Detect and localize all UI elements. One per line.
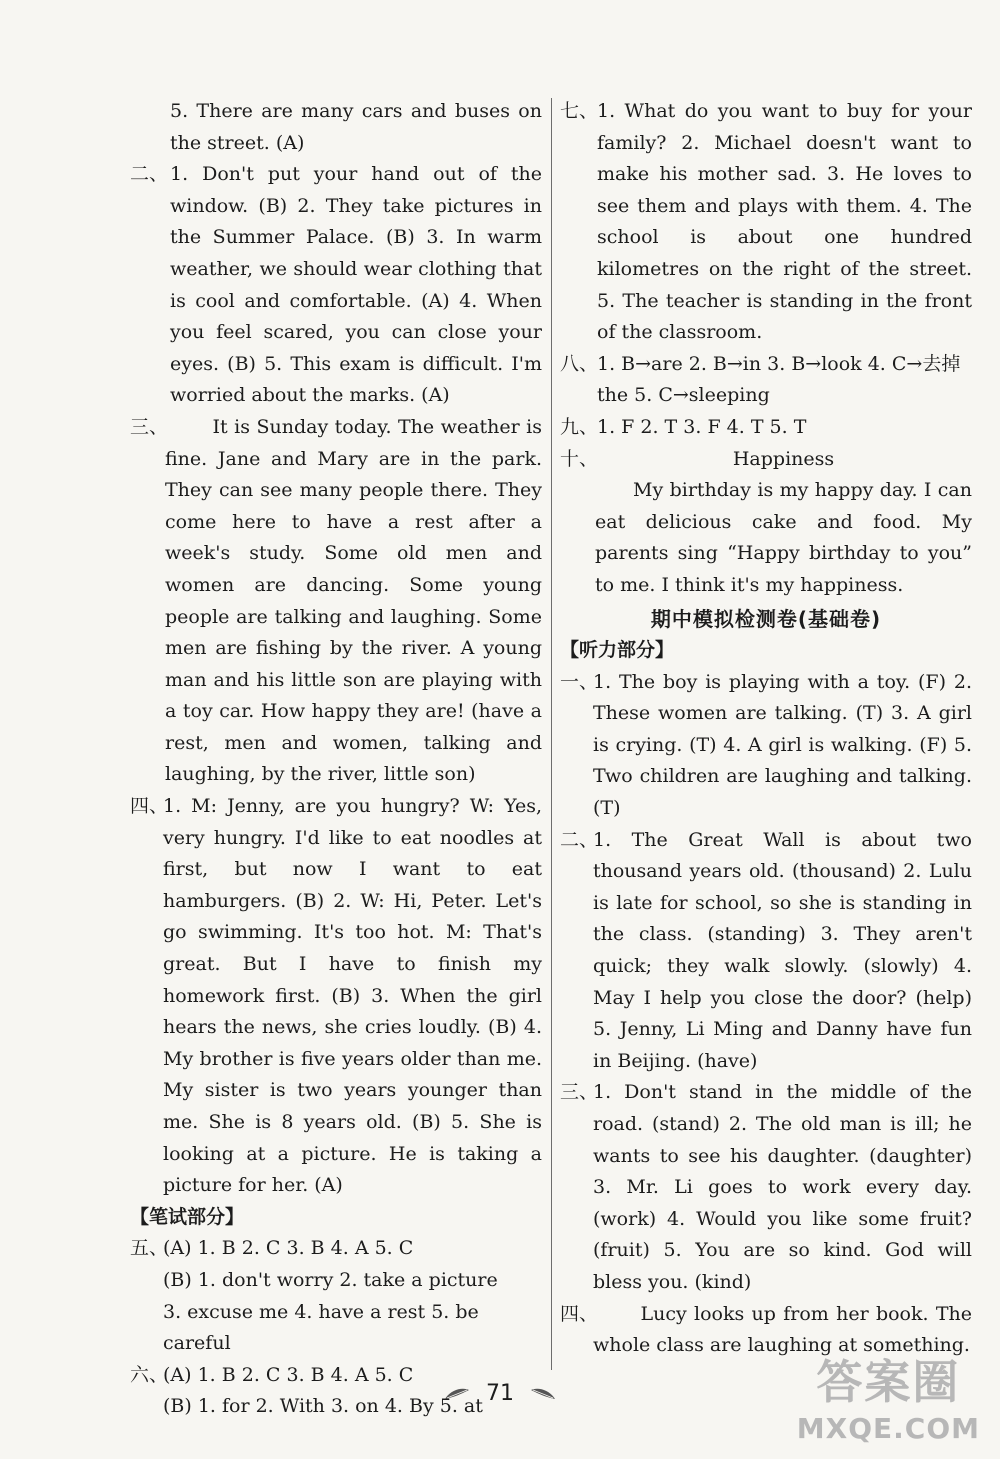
left-section-4-label: 四、 xyxy=(130,795,169,818)
left-section-2-label: 二、 xyxy=(130,163,169,186)
left-section-4 xyxy=(130,791,542,1202)
right-part-1-text: 1. The boy is playing with a toy. (F) 2. These women are talking. (T) 3. A girl is crying. (T) 4. A girl is walking. (F) 5. Two children are laughing and talking. (T) xyxy=(593,670,972,820)
left-section-6-b: (B) 1. for 2. With 3. on 4. By 5. at xyxy=(163,1395,483,1418)
left-section-4-text: 1. M: Jenny, are you hungry? W: Yes, very hungry. I'd like to eat noodles at first, but now I want to eat hamburgers. (B) 2. W: Hi, Peter. Let's go swimming. It's too hot. M: That's great. But I have to finish my homework first. (B) 3. When the girl hears the news, she cries loudly. (B) 4. My brother is five years older than me. My sister is two years younger than me. She is 8 years old. (B) 5. She is looking at a picture. He is taking a picture for her. (A) xyxy=(163,795,542,1197)
right-section-7-text: 1. What do you want to buy for your family? 2. Michael doesn't want to make his mother sad. 3. He loves to see them and plays with them. 4. The school is about one hundred kilometres on the right of the street. 5. The teacher is standing in the front of the classroom. xyxy=(597,100,972,344)
right-part-2-label: 二、 xyxy=(560,828,599,851)
left-intro-text: 5. There are many cars and buses on the street. (A) xyxy=(170,100,542,154)
right-part-3-text: 1. Don't stand in the middle of the road. (stand) 2. The old man is ill; he wants to see his daughter. (daughter) 3. Mr. Li goes to work every day. (work) 4. Would you like some fruit? (fruit) 5. You are so kind. God will bless you. (kind) xyxy=(593,1081,972,1293)
essay-title: Happiness xyxy=(732,447,835,470)
left-section-2 xyxy=(130,159,542,412)
right-part-3-label: 三、 xyxy=(560,1081,599,1104)
right-section-8-label: 八、 xyxy=(560,352,599,375)
left-section-5-a: (A) 1. B 2. C 3. B 4. A 5. C xyxy=(163,1237,414,1260)
left-section-5 xyxy=(130,1233,542,1359)
left-section-3 xyxy=(130,412,542,791)
written-part-heading: 【笔试部分】 xyxy=(130,1205,245,1228)
left-section-6-a: (A) 1. B 2. C 3. B 4. A 5. C xyxy=(163,1363,414,1386)
right-section-7-label: 七、 xyxy=(560,100,599,122)
right-section-8 xyxy=(560,349,972,412)
leaf-ornament-right-icon xyxy=(529,1387,557,1401)
left-section-5-label: 五、 xyxy=(130,1237,169,1260)
left-intro xyxy=(130,96,542,159)
left-section-6-label: 六、 xyxy=(130,1363,169,1386)
left-column xyxy=(130,96,542,1423)
left-section-5-b2: 3. excuse me 4. have a rest 5. be careful xyxy=(163,1300,479,1355)
essay-paragraph: My birthday is my happy day. I can eat delicious cake and food. My parents sing “Happy birthday to you” to me. I think it's my happiness. xyxy=(595,479,972,596)
right-part-1 xyxy=(560,667,972,825)
right-section-7 xyxy=(560,96,972,349)
left-section-3-label: 三、 xyxy=(130,415,169,438)
left-section-3-text: It is Sunday today. The weather is fine. Jane and Mary are in the park. They can see many people there. They come here to have a rest after a week's study. Some old men and women are dancing. Some young people are talking and laughing. Some men are fishing by the river. A young man and his little son are playing with a toy car. How happy they are! (have a rest, men and women, talking and laughing, by the river, little son) xyxy=(165,415,542,786)
right-section-8-text: 1. B→are 2. B→in 3. B→look 4. C→去掉 the 5. C→sleeping xyxy=(597,352,961,407)
right-part-2 xyxy=(560,825,972,1078)
watermark-line-2: MXQE.COM xyxy=(796,1412,980,1445)
page-number: 71 xyxy=(486,1381,514,1406)
right-section-10-label: 十、 xyxy=(560,447,599,470)
leaf-ornament-left-icon xyxy=(443,1387,471,1401)
right-section-9-text: 1. F 2. T 3. F 4. T 5. T xyxy=(597,415,807,438)
column-divider xyxy=(551,98,552,1370)
left-section-5-b1: (B) 1. don't worry 2. take a picture xyxy=(163,1268,498,1291)
left-section-2-text: 1. Don't put your hand out of the window. (B) 2. They take pictures in the Summer Palace. (B) 3. In warm weather, we should wear clothing that is cool and comfortable. (A) 4. When you feel scared, you can close your eyes. (B) 5. This exam is difficult. I'm worried about the marks. (A) xyxy=(170,163,542,407)
right-part-3 xyxy=(560,1077,972,1298)
right-part-4-label: 四、 xyxy=(560,1302,599,1325)
listening-part-heading: 【听力部分】 xyxy=(560,639,675,662)
right-section-10 xyxy=(560,444,972,602)
watermark-line-1: 答案圈 xyxy=(816,1355,961,1409)
right-part-2-text: 1. The Great Wall is about two thousand years old. (thousand) 2. Lulu is late for school, so she is standing in the class. (standing) 3. They aren't quick; they walk slowly. (slowly) 4. May I help you close the door? (help) 5. Jenny, Li Ming and Danny have fun in Beijing. (have) xyxy=(593,828,972,1072)
right-column xyxy=(560,96,972,1362)
right-section-9-label: 九、 xyxy=(560,415,599,438)
exam-title: 期中模拟检测卷(基础卷) xyxy=(650,606,882,631)
watermark xyxy=(797,1346,980,1445)
right-part-4-text: Lucy looks up from her book. The whole class are laughing at something. xyxy=(593,1302,972,1357)
right-part-1-label: 一、 xyxy=(560,670,599,693)
right-section-9 xyxy=(560,412,972,444)
